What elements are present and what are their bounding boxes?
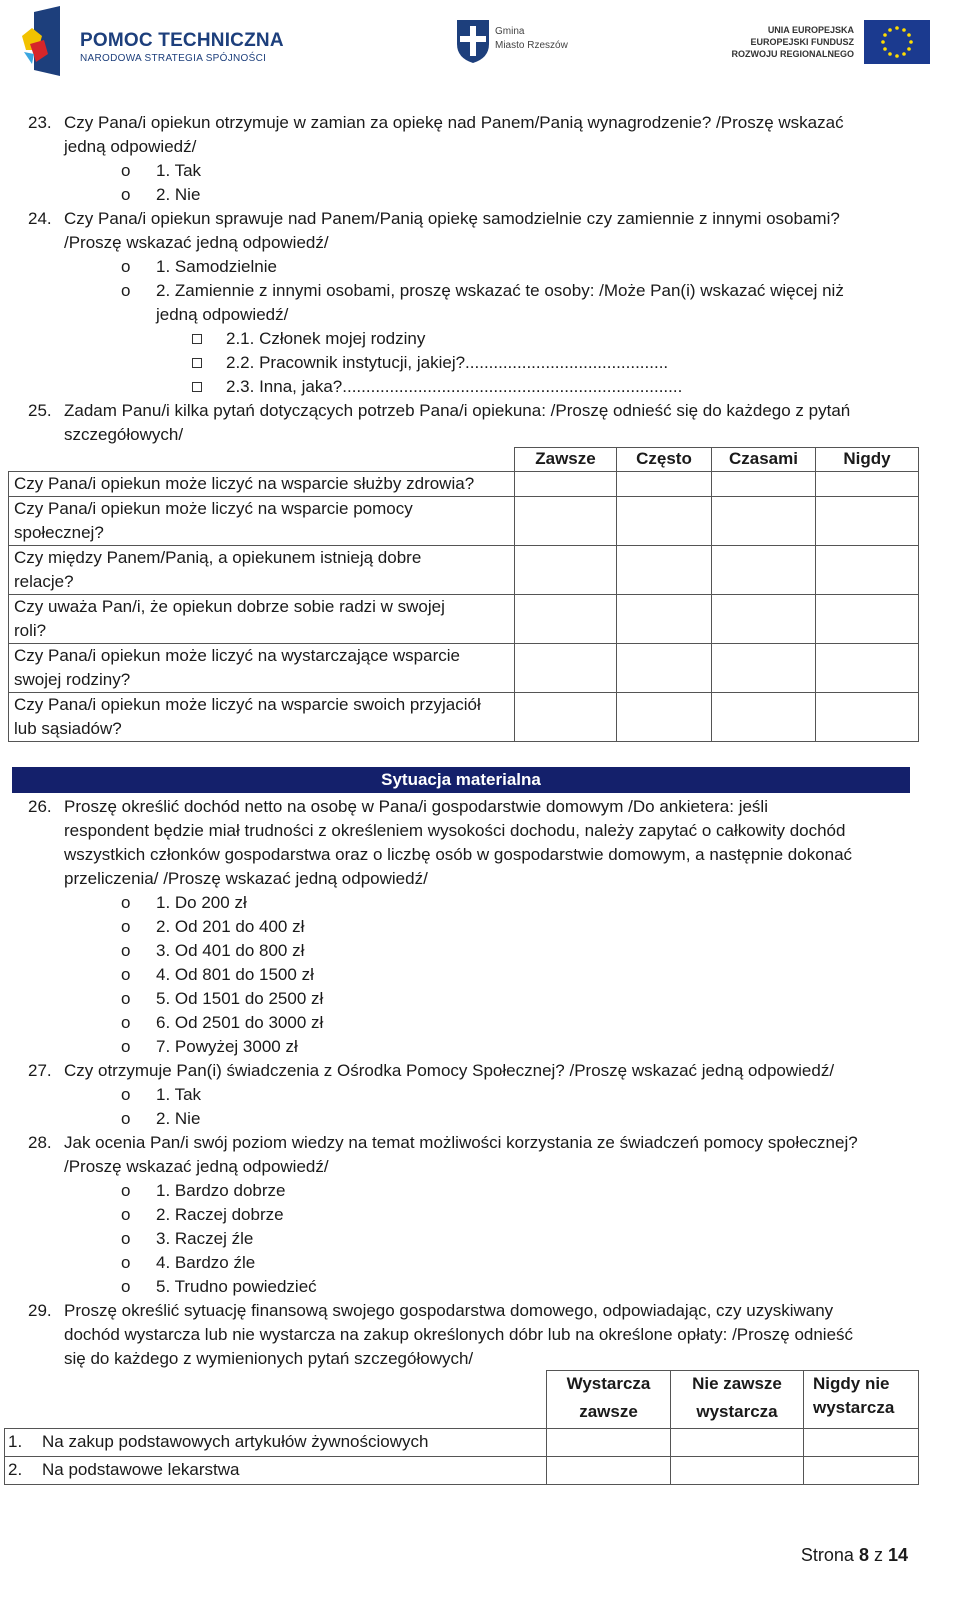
bullet-icon: o xyxy=(121,1205,131,1224)
rzeszow-shield-icon xyxy=(455,18,491,64)
row-question: Na podstawowe lekarstwa xyxy=(42,1460,240,1479)
pomoc-techniczna-mark-icon xyxy=(20,6,68,76)
q24-suboption: 2.2. Pracownik instytucji, jakiej?........................................... xyxy=(226,353,669,372)
page-number-total: 14 xyxy=(887,1545,908,1565)
pt-title: POMOC TECHNICZNA xyxy=(80,30,284,51)
q24-option: 2. Zamiennie z innymi osobami, proszę wskazać te osoby: /Może Pan(i) wskazać więcej niż xyxy=(156,281,844,300)
q29-text-line3: się do każdego z wymienionych pytań szczegółowych/ xyxy=(64,1349,474,1368)
bullet-icon: o xyxy=(121,257,131,276)
q27-number: 27. xyxy=(28,1061,52,1080)
q23-option: 1. Tak xyxy=(156,161,202,180)
answer-cell[interactable] xyxy=(711,643,816,693)
row-question-cont: roli? xyxy=(14,621,47,640)
bullet-icon: o xyxy=(121,1229,131,1248)
bullet-icon: o xyxy=(121,1277,131,1296)
row-question: Czy Pana/i opiekun może liczyć na wystarczające wsparcie xyxy=(14,646,460,665)
pt-subtitle: NARODOWA STRATEGIA SPÓJNOŚCI xyxy=(80,53,267,64)
answer-cell[interactable] xyxy=(711,594,816,644)
q24-suboption: 2.1. Członek mojej rodziny xyxy=(226,329,426,348)
rz-line1: Gmina xyxy=(495,26,525,37)
answer-cell[interactable] xyxy=(616,471,712,497)
answer-cell[interactable] xyxy=(616,545,712,595)
checkbox-icon xyxy=(192,382,202,392)
q24-option-cont: jedną odpowiedź/ xyxy=(156,305,289,324)
bullet-icon: o xyxy=(121,941,131,960)
column-header-line2: wystarcza xyxy=(696,1402,778,1421)
q23-text-line1: Czy Pana/i opiekun otrzymuje w zamian za opiekę nad Panem/Panią wynagrodzenie? /Proszę wskazać xyxy=(64,113,844,132)
rz-line2: Miasto Rzeszów xyxy=(495,40,568,51)
q24-suboption: 2.3. Inna, jaka?........................................................................ xyxy=(226,377,683,396)
row-question: Czy między Panem/Panią, a opiekunem istnieją dobre xyxy=(14,548,422,567)
bullet-icon: o xyxy=(121,1013,131,1032)
q24-text-line1: Czy Pana/i opiekun sprawuje nad Panem/Panią opiekę samodzielnie czy zamiennie z innymi osobami? xyxy=(64,209,840,228)
rzeszow-logo xyxy=(455,18,595,68)
answer-cell[interactable] xyxy=(803,1456,919,1485)
ue-line1: UNIA EUROPEJSKA xyxy=(767,25,854,35)
answer-cell[interactable] xyxy=(514,496,617,546)
q28-option: 3. Raczej źle xyxy=(156,1229,254,1248)
answer-cell[interactable] xyxy=(616,643,712,693)
column-header-czasami: Czasami xyxy=(729,449,798,468)
ue-line3: ROZWOJU REGIONALNEGO xyxy=(731,49,854,59)
q25-number: 25. xyxy=(28,401,52,420)
q24-number: 24. xyxy=(28,209,52,228)
bullet-icon: o xyxy=(121,1109,131,1128)
bullet-icon: o xyxy=(121,1037,131,1056)
column-header-nigdy: Nigdy xyxy=(843,449,891,468)
q26-option: 1. Do 200 zł xyxy=(156,893,247,912)
page-number-prefix: Strona xyxy=(800,1545,859,1565)
column-header-line1: Nigdy nie xyxy=(813,1374,890,1393)
page-number-current: 8 xyxy=(858,1545,869,1565)
answer-cell[interactable] xyxy=(514,692,617,742)
answer-cell[interactable] xyxy=(815,545,919,595)
answer-cell[interactable] xyxy=(616,594,712,644)
q28-text-line2: /Proszę wskazać jedną odpowiedź/ xyxy=(64,1157,329,1176)
bullet-icon: o xyxy=(121,185,131,204)
answer-cell[interactable] xyxy=(711,692,816,742)
checkbox-icon xyxy=(192,358,202,368)
row-question: Czy uważa Pan/i, że opiekun dobrze sobie radzi w swojej xyxy=(14,597,445,616)
answer-cell[interactable] xyxy=(546,1428,671,1457)
bullet-icon: o xyxy=(121,1085,131,1104)
answer-cell[interactable] xyxy=(514,545,617,595)
section-title: Sytuacja materialna xyxy=(12,767,910,793)
column-header-line2: wystarcza xyxy=(813,1398,895,1417)
bullet-icon: o xyxy=(121,1181,131,1200)
answer-cell[interactable] xyxy=(815,594,919,644)
answer-cell[interactable] xyxy=(815,471,919,497)
answer-cell[interactable] xyxy=(670,1428,804,1457)
bullet-icon: o xyxy=(121,965,131,984)
q28-text-line1: Jak ocenia Pan/i swój poziom wiedzy na temat możliwości korzystania ze świadczeń pomocy społecznej? xyxy=(64,1133,858,1152)
answer-cell[interactable] xyxy=(514,643,617,693)
q27-option: 1. Tak xyxy=(156,1085,202,1104)
ue-line2: EUROPEJSKI FUNDUSZ xyxy=(750,37,854,47)
q26-option: 5. Od 1501 do 2500 zł xyxy=(156,989,324,1008)
q26-option: 2. Od 201 do 400 zł xyxy=(156,917,305,936)
answer-cell[interactable] xyxy=(711,545,816,595)
row-number: 2. xyxy=(8,1460,23,1479)
row-question-cont: społecznej? xyxy=(14,523,104,542)
q23-text-line2: jedną odpowiedź/ xyxy=(64,137,197,156)
q24-text-line2: /Proszę wskazać jedną odpowiedź/ xyxy=(64,233,329,252)
row-question: Czy Pana/i opiekun może liczyć na wsparcie swoich przyjaciół xyxy=(14,695,481,714)
q26-option: 7. Powyżej 3000 zł xyxy=(156,1037,298,1056)
ue-logo xyxy=(730,20,930,70)
q25-text-line2: szczegółowych/ xyxy=(64,425,184,444)
answer-cell[interactable] xyxy=(546,1456,671,1485)
q26-number: 26. xyxy=(28,797,52,816)
q28-option: 2. Raczej dobrze xyxy=(156,1205,284,1224)
answer-cell[interactable] xyxy=(514,471,617,497)
answer-cell[interactable] xyxy=(815,496,919,546)
q28-option: 1. Bardzo dobrze xyxy=(156,1181,286,1200)
q28-number: 28. xyxy=(28,1133,52,1152)
column-header-line2: zawsze xyxy=(579,1402,638,1421)
answer-cell[interactable] xyxy=(616,496,712,546)
q26-text-line4: przeliczenia/ /Proszę wskazać jedną odpowiedź/ xyxy=(64,869,428,888)
row-question-cont: swojej rodziny? xyxy=(14,670,131,689)
answer-cell[interactable] xyxy=(711,496,816,546)
q28-option: 4. Bardzo źle xyxy=(156,1253,256,1272)
answer-cell[interactable] xyxy=(815,692,919,742)
row-question: Na zakup podstawowych artykułów żywnościowych xyxy=(42,1432,429,1451)
page-number-mid: z xyxy=(868,1545,888,1565)
page-header xyxy=(0,0,960,90)
bullet-icon: o xyxy=(121,989,131,1008)
q26-text-line1: Proszę określić dochód netto na osobę w Pana/i gospodarstwie domowym /Do ankietera: jeśli xyxy=(64,797,768,816)
answer-cell[interactable] xyxy=(514,594,617,644)
row-question-cont: lub sąsiadów? xyxy=(14,719,122,738)
column-header-czesto: Często xyxy=(636,449,692,468)
ue-text xyxy=(731,24,854,60)
row-question: Czy Pana/i opiekun może liczyć na wsparcie służby zdrowia? xyxy=(14,474,475,493)
column-header-line1: Wystarcza xyxy=(566,1374,651,1393)
answer-cell[interactable] xyxy=(803,1428,919,1457)
q26-option: 4. Od 801 do 1500 zł xyxy=(156,965,314,984)
q29-number: 29. xyxy=(28,1301,52,1320)
q28-option: 5. Trudno powiedzieć xyxy=(156,1277,317,1296)
q27-text-line1: Czy otrzymuje Pan(i) świadczenia z Ośrodka Pomocy Społecznej? /Proszę wskazać jedną odpowiedź/ xyxy=(64,1061,835,1080)
bullet-icon: o xyxy=(121,893,131,912)
q26-option: 6. Od 2501 do 3000 zł xyxy=(156,1013,324,1032)
row-question: Czy Pana/i opiekun może liczyć na wsparcie pomocy xyxy=(14,499,413,518)
bullet-icon: o xyxy=(121,1253,131,1272)
column-header-line1: Nie zawsze xyxy=(692,1374,782,1393)
q26-option: 3. Od 401 do 800 zł xyxy=(156,941,305,960)
answer-cell[interactable] xyxy=(711,471,816,497)
q23-option: 2. Nie xyxy=(156,185,201,204)
q26-text-line3: wszystkich członków gospodarstwa oraz o liczbę osób w gospodarstwie domowym, a następnie dokonać xyxy=(64,845,853,864)
pomoc-techniczna-logo xyxy=(20,6,284,76)
answer-cell[interactable] xyxy=(670,1456,804,1485)
page-number xyxy=(801,1545,908,1566)
bullet-icon: o xyxy=(121,281,131,300)
bullet-icon: o xyxy=(121,161,131,180)
row-question-cont: relacje? xyxy=(14,572,74,591)
answer-cell[interactable] xyxy=(815,643,919,693)
q23-number: 23. xyxy=(28,113,52,132)
q29-text-line2: dochód wystarcza lub nie wystarcza na zakup określonych dóbr lub na określone opłaty: /Proszę odnieść xyxy=(64,1325,854,1344)
q26-text-line2: respondent będzie miał trudności z określeniem wysokości dochodu, należy zapytać o całkowity dochód xyxy=(64,821,846,840)
bullet-icon: o xyxy=(121,917,131,936)
q25-text-line1: Zadam Panu/i kilka pytań dotyczących potrzeb Pana/i opiekuna: /Proszę odnieść się do każdego z pytań xyxy=(64,401,851,420)
q29-text-line1: Proszę określić sytuację finansową swojego gospodarstwa domowego, odpowiadając, czy uzyskiwany xyxy=(64,1301,834,1320)
answer-cell[interactable] xyxy=(616,692,712,742)
checkbox-icon xyxy=(192,334,202,344)
q24-option: 1. Samodzielnie xyxy=(156,257,277,276)
column-header-zawsze: Zawsze xyxy=(535,449,596,468)
row-number: 1. xyxy=(8,1432,23,1451)
eu-flag-icon xyxy=(864,20,930,64)
q27-option: 2. Nie xyxy=(156,1109,201,1128)
